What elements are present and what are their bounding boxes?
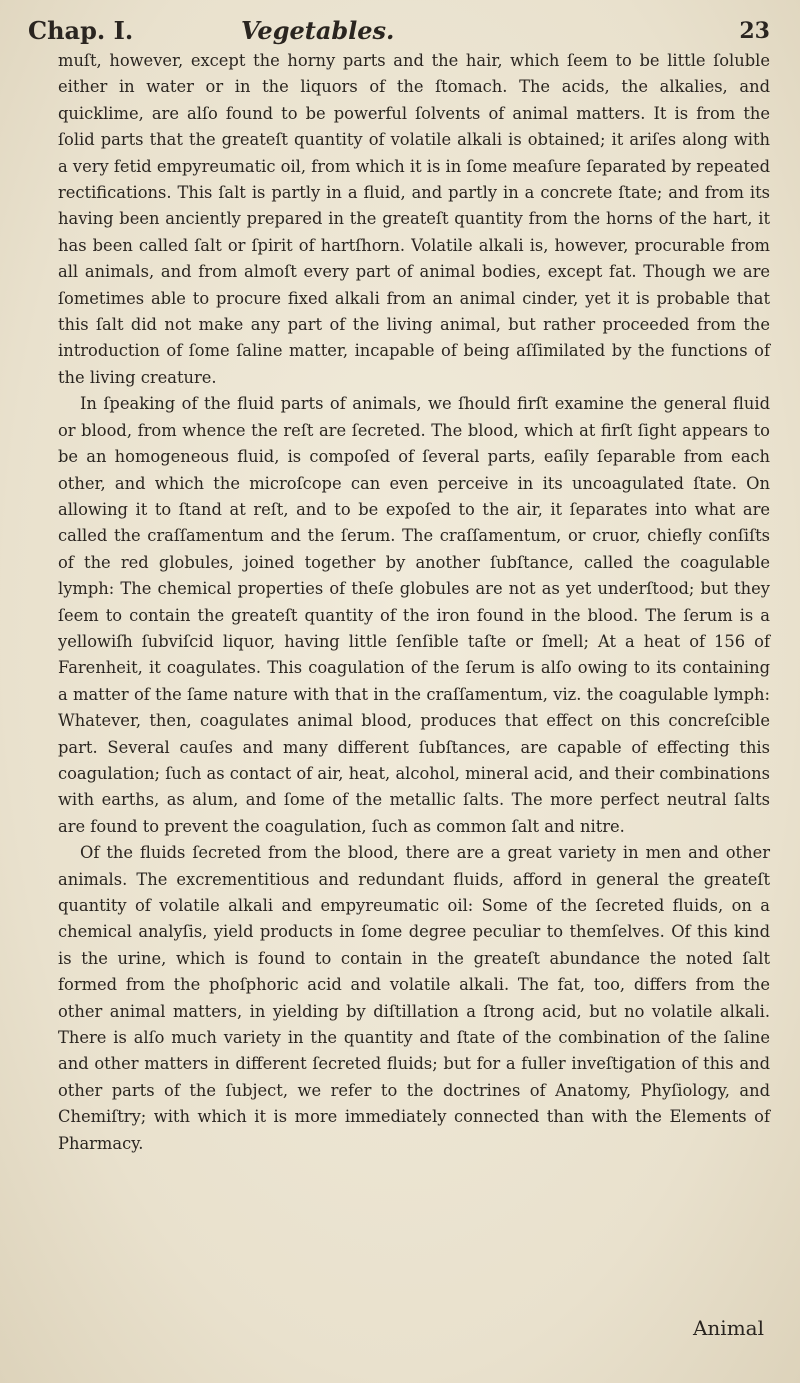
running-title: Vegetables. bbox=[241, 16, 395, 45]
catchword: Animal bbox=[692, 1316, 764, 1340]
paragraph: In ſpeaking of the fluid parts of animals, we ſhould firſt examine the general fluid or blood, from whence the reſt are ſecreted. The blood, which at firſt ſight appears to be an homogeneous fluid, is compoſed of ſeveral parts, eaſily ſeparable from each other, and which the microſcope can even perceive in its uncoagulated ſtate. On allowing it to ſtand at reſt, and to be expoſed to the air, it ſeparates into what are called the craſſamentum and the ſerum. The craſſamentum, or cruor, chiefly conſiſts of the red globules, joined together by another ſubſtance, called the coagulable lymph: The chemical properties of theſe globules are not as yet underſtood; but they ſeem to contain the greateſt quantity of the iron found in the blood. The ſerum is a yellowiſh ſubviſcid liquor, having little ſenſible taſte or ſmell; At a heat of 156 of Farenheit, it coagulates. This coagulation of the ſerum is alſo owing to its containing a matter of the ſame nature with that in the craſſamentum, viz. the coagulable lymph: Whatever, then, coagulates animal blood, produces that effect on this concreſcible part. Several cauſes and many different ſubſtances, are capable of effecting this coagulation; ſuch as contact of air, heat, alcohol, mineral acid, and their combinations with earths, as alum, and ſome of the metallic ſalts. The more perfect neutral ſalts are found to prevent the coagulation, ſuch as common ſalt and nitre. bbox=[58, 394, 770, 836]
page-number: 23 bbox=[739, 18, 770, 44]
paragraph: muſt, however, except the horny parts and the hair, which ſeem to be little ſoluble either in water or in the liquors of the ſtomach. The acids, the alkalies, and quicklime, are alſo found to be powerful ſolvents of animal matters. It is from the ſolid parts that the greateſt quantity of volatile alkali is obtained; it ariſes along with a very fetid empyreumatic oil, from which it is in ſome meaſure ſeparated by repeated rectifications. This ſalt is partly in a fluid, and partly in a concrete ſtate; and from its having been anciently prepared in the greateſt quantity from the horns of the hart, it has been called ſalt or ſpirit of hartſhorn. Volatile alkali is, however, procurable from all animals, and from almoſt every part of animal bodies, except fat. Though we are ſometimes able to procure fixed alkali from an animal cinder, yet it is probable that this ſalt did not make any part of the living animal, but rather proceeded from the introduction of ſome ſaline matter, incapable of being aſſimilated by the functions of the living creature. bbox=[58, 51, 770, 387]
chapter-label: Chap. I. bbox=[28, 16, 134, 45]
body-text bbox=[58, 48, 770, 1157]
running-header bbox=[28, 12, 770, 52]
paragraph: Of the fluids ſecreted from the blood, there are a great variety in men and other animals. The excrementitious and redundant fluids, afford in general the greateſt quantity of volatile alkali and empyreumatic oil: Some of the ſecreted fluids, on a chemical analyſis, yield products in ſome degree peculiar to themſelves. Of this kind is the urine, which is found to contain in the greateſt abundance the noted ſalt formed from the phoſphoric acid and volatile alkali. The fat, too, differs from the other animal matters, in yielding by diſtillation a ſtrong acid, but no volatile alkali. There is alſo much variety in the quantity and ſtate of the combination of the ſaline and other matters in different ſecreted fluids; but for a fuller inveſtigation of this and other parts of the ſubject, we refer to the doctrines of Anatomy, Phyſiology, and Chemiſtry; with which it is more immediately connected than with the Elements of Pharmacy. bbox=[58, 843, 770, 1153]
